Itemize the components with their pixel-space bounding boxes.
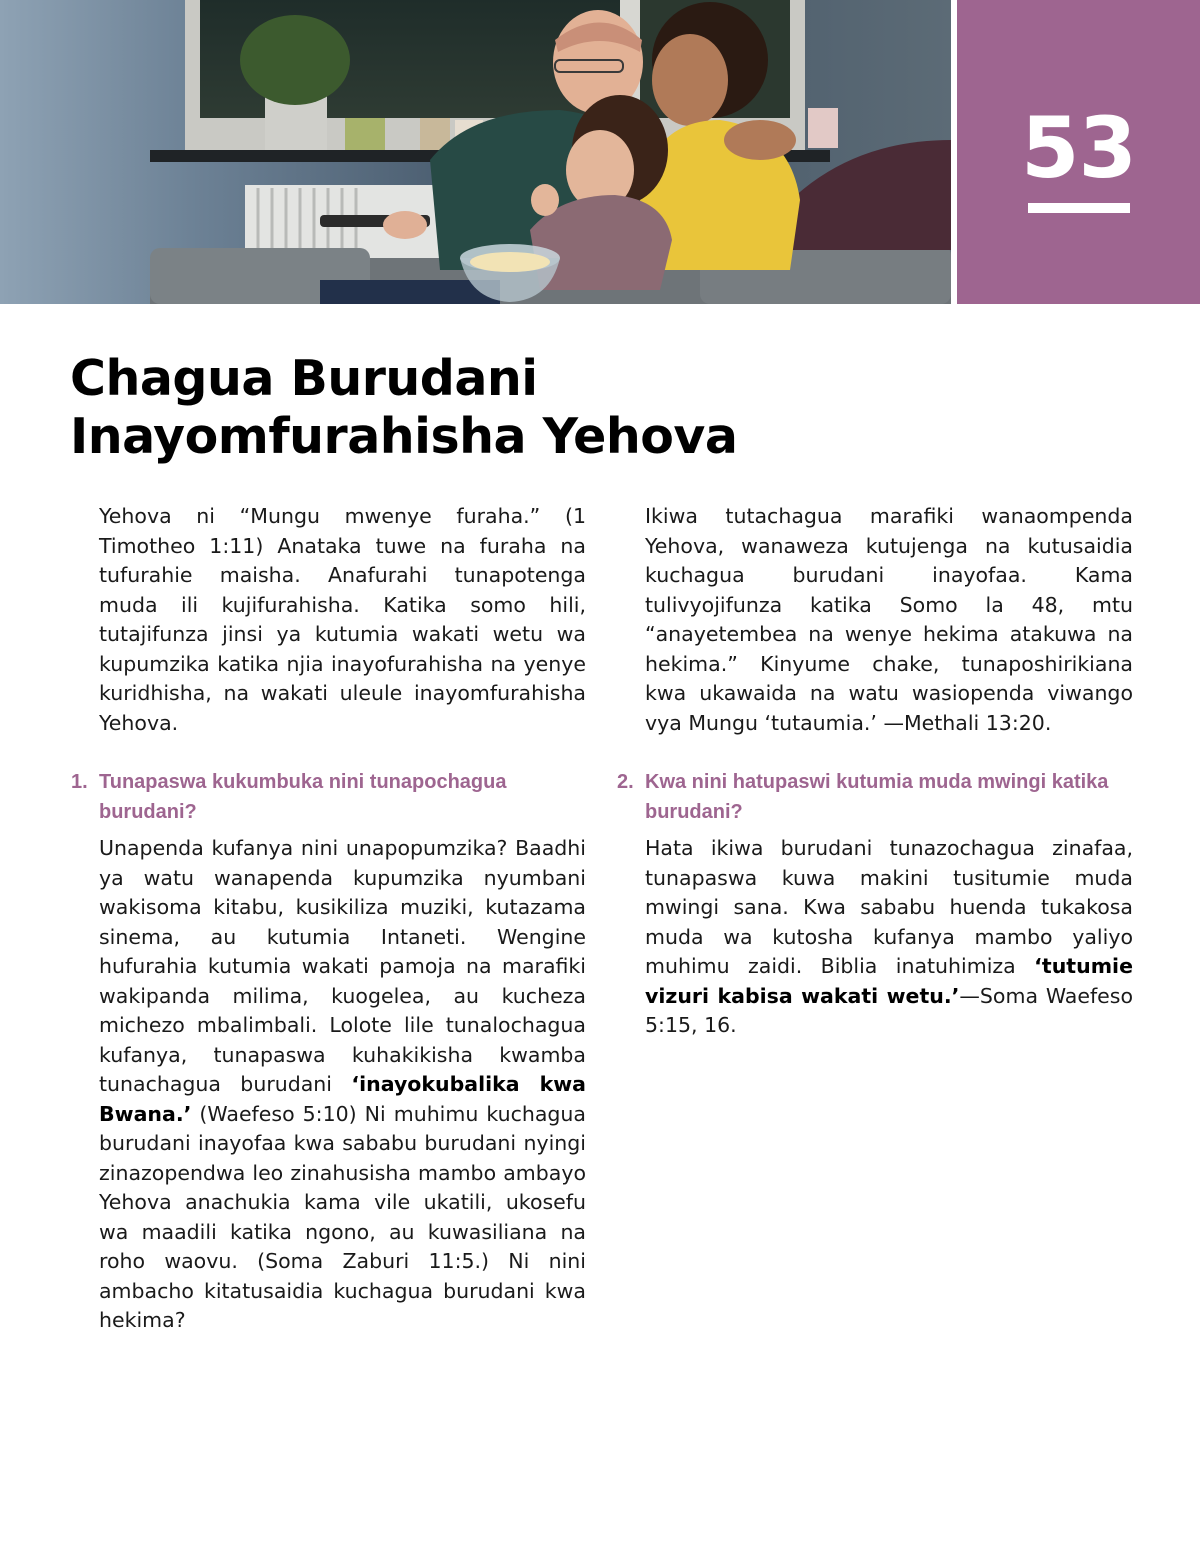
question-1-body-text-1: Unapenda kufanya nini unapopumzika? Baadhi ya watu wanapenda kupumzika nyumbani wakisoma kitabu, kusikiliza muziki, kutazama sinema, au kutumia Intaneti. Wengine hufurahia kutumia wakati pamoja na marafiki wakipanda milima, kuogelea, au kucheza michezo mbalimbali. Lolote lile tunalochagua kufanya, tunapaswa kuhakikisha kwamba tunachagua burudani bbox=[99, 836, 586, 1096]
question-1-body-emphasis: ‘inayokubalika kwa Bwana.’ bbox=[99, 1072, 586, 1126]
question-1-number: 1. bbox=[71, 771, 88, 793]
hero-photo bbox=[0, 0, 951, 304]
question-1-body-text-2: (Waefeso 5:10) Ni muhimu kuchagua burudani inayofaa kwa sababu burudani nyingi zinazopendwa leo zinahusisha mambo ambayo Yehova anachukia kama vile ukatili, ukosefu wa maadili katika ngono, au kuwasiliana na roho waovu. (Soma Zaburi 11:5.) Ni nini ambacho kitatusaidia kuchagua burudani kwa hekima? bbox=[99, 1101, 586, 1332]
left-column bbox=[71, 502, 586, 1336]
question-2-body bbox=[645, 834, 1133, 1041]
lesson-number-underline bbox=[1028, 203, 1130, 213]
question-2-text: Kwa nini hatupaswi kutumia muda mwingi katika burudani? bbox=[645, 771, 1109, 823]
question-1-heading bbox=[71, 768, 586, 827]
question-1-body bbox=[99, 834, 586, 1336]
lesson-title bbox=[70, 350, 737, 466]
question-2-body-text-1: Hata ikiwa burudani tunazochagua zinafaa, tunapaswa kuwa makini tusitumie muda mwingi sana. Kwa sababu huenda tukakosa muda wa kutosha kufanya mambo yaliyo muhimu zaidi. Biblia inatuhimiza bbox=[645, 836, 1133, 978]
question-2-number: 2. bbox=[617, 771, 634, 793]
lesson-title-line-1: Chagua Burudani bbox=[70, 350, 538, 407]
right-intro-paragraph: Ikiwa tutachagua marafiki wanaompenda Yehova, wanaweza kutujenga na kutusaidia kuchagua burudani inayofaa. Kama tulivyojifunza katika Somo la 48, mtu “anayetembea na wenye hekima atakuwa na hekima.” Kinyume chake, tunaposhirikiana kwa ukawaida na watu wasiopenda viwango vya Mungu ‘tutaumia.’ —Methali 13:20. bbox=[645, 504, 1133, 735]
question-2-body-emphasis: ‘tutumie vizuri kabisa wakati wetu.’ bbox=[645, 954, 1133, 1008]
lesson-number: 53 bbox=[1021, 99, 1136, 197]
family-watching-tv-illustration bbox=[0, 0, 951, 304]
lesson-number-badge bbox=[957, 0, 1200, 304]
lesson-title-line-2: Inayomfurahisha Yehova bbox=[70, 408, 738, 465]
question-2-heading bbox=[617, 768, 1133, 827]
right-column bbox=[617, 502, 1133, 1041]
question-1-text: Tunapaswa kukumbuka nini tunapochagua burudani? bbox=[99, 771, 507, 823]
intro-paragraph: Yehova ni “Mungu mwenye furaha.” (1 Timotheo 1:11) Anataka tuwe na furaha na tufurahie maisha. Anafurahi tunapotenga muda ili kujifurahisha. Katika somo hili, tutajifunza jinsi ya kutumia wakati wetu wa kupumzika katika njia inayofurahisha na yenye kuridhisha, na wakati uleule inayomfurahisha Yehova. bbox=[99, 504, 586, 735]
question-2-body-text-2: —Soma Waefeso 5:15, 16. bbox=[645, 983, 1133, 1037]
